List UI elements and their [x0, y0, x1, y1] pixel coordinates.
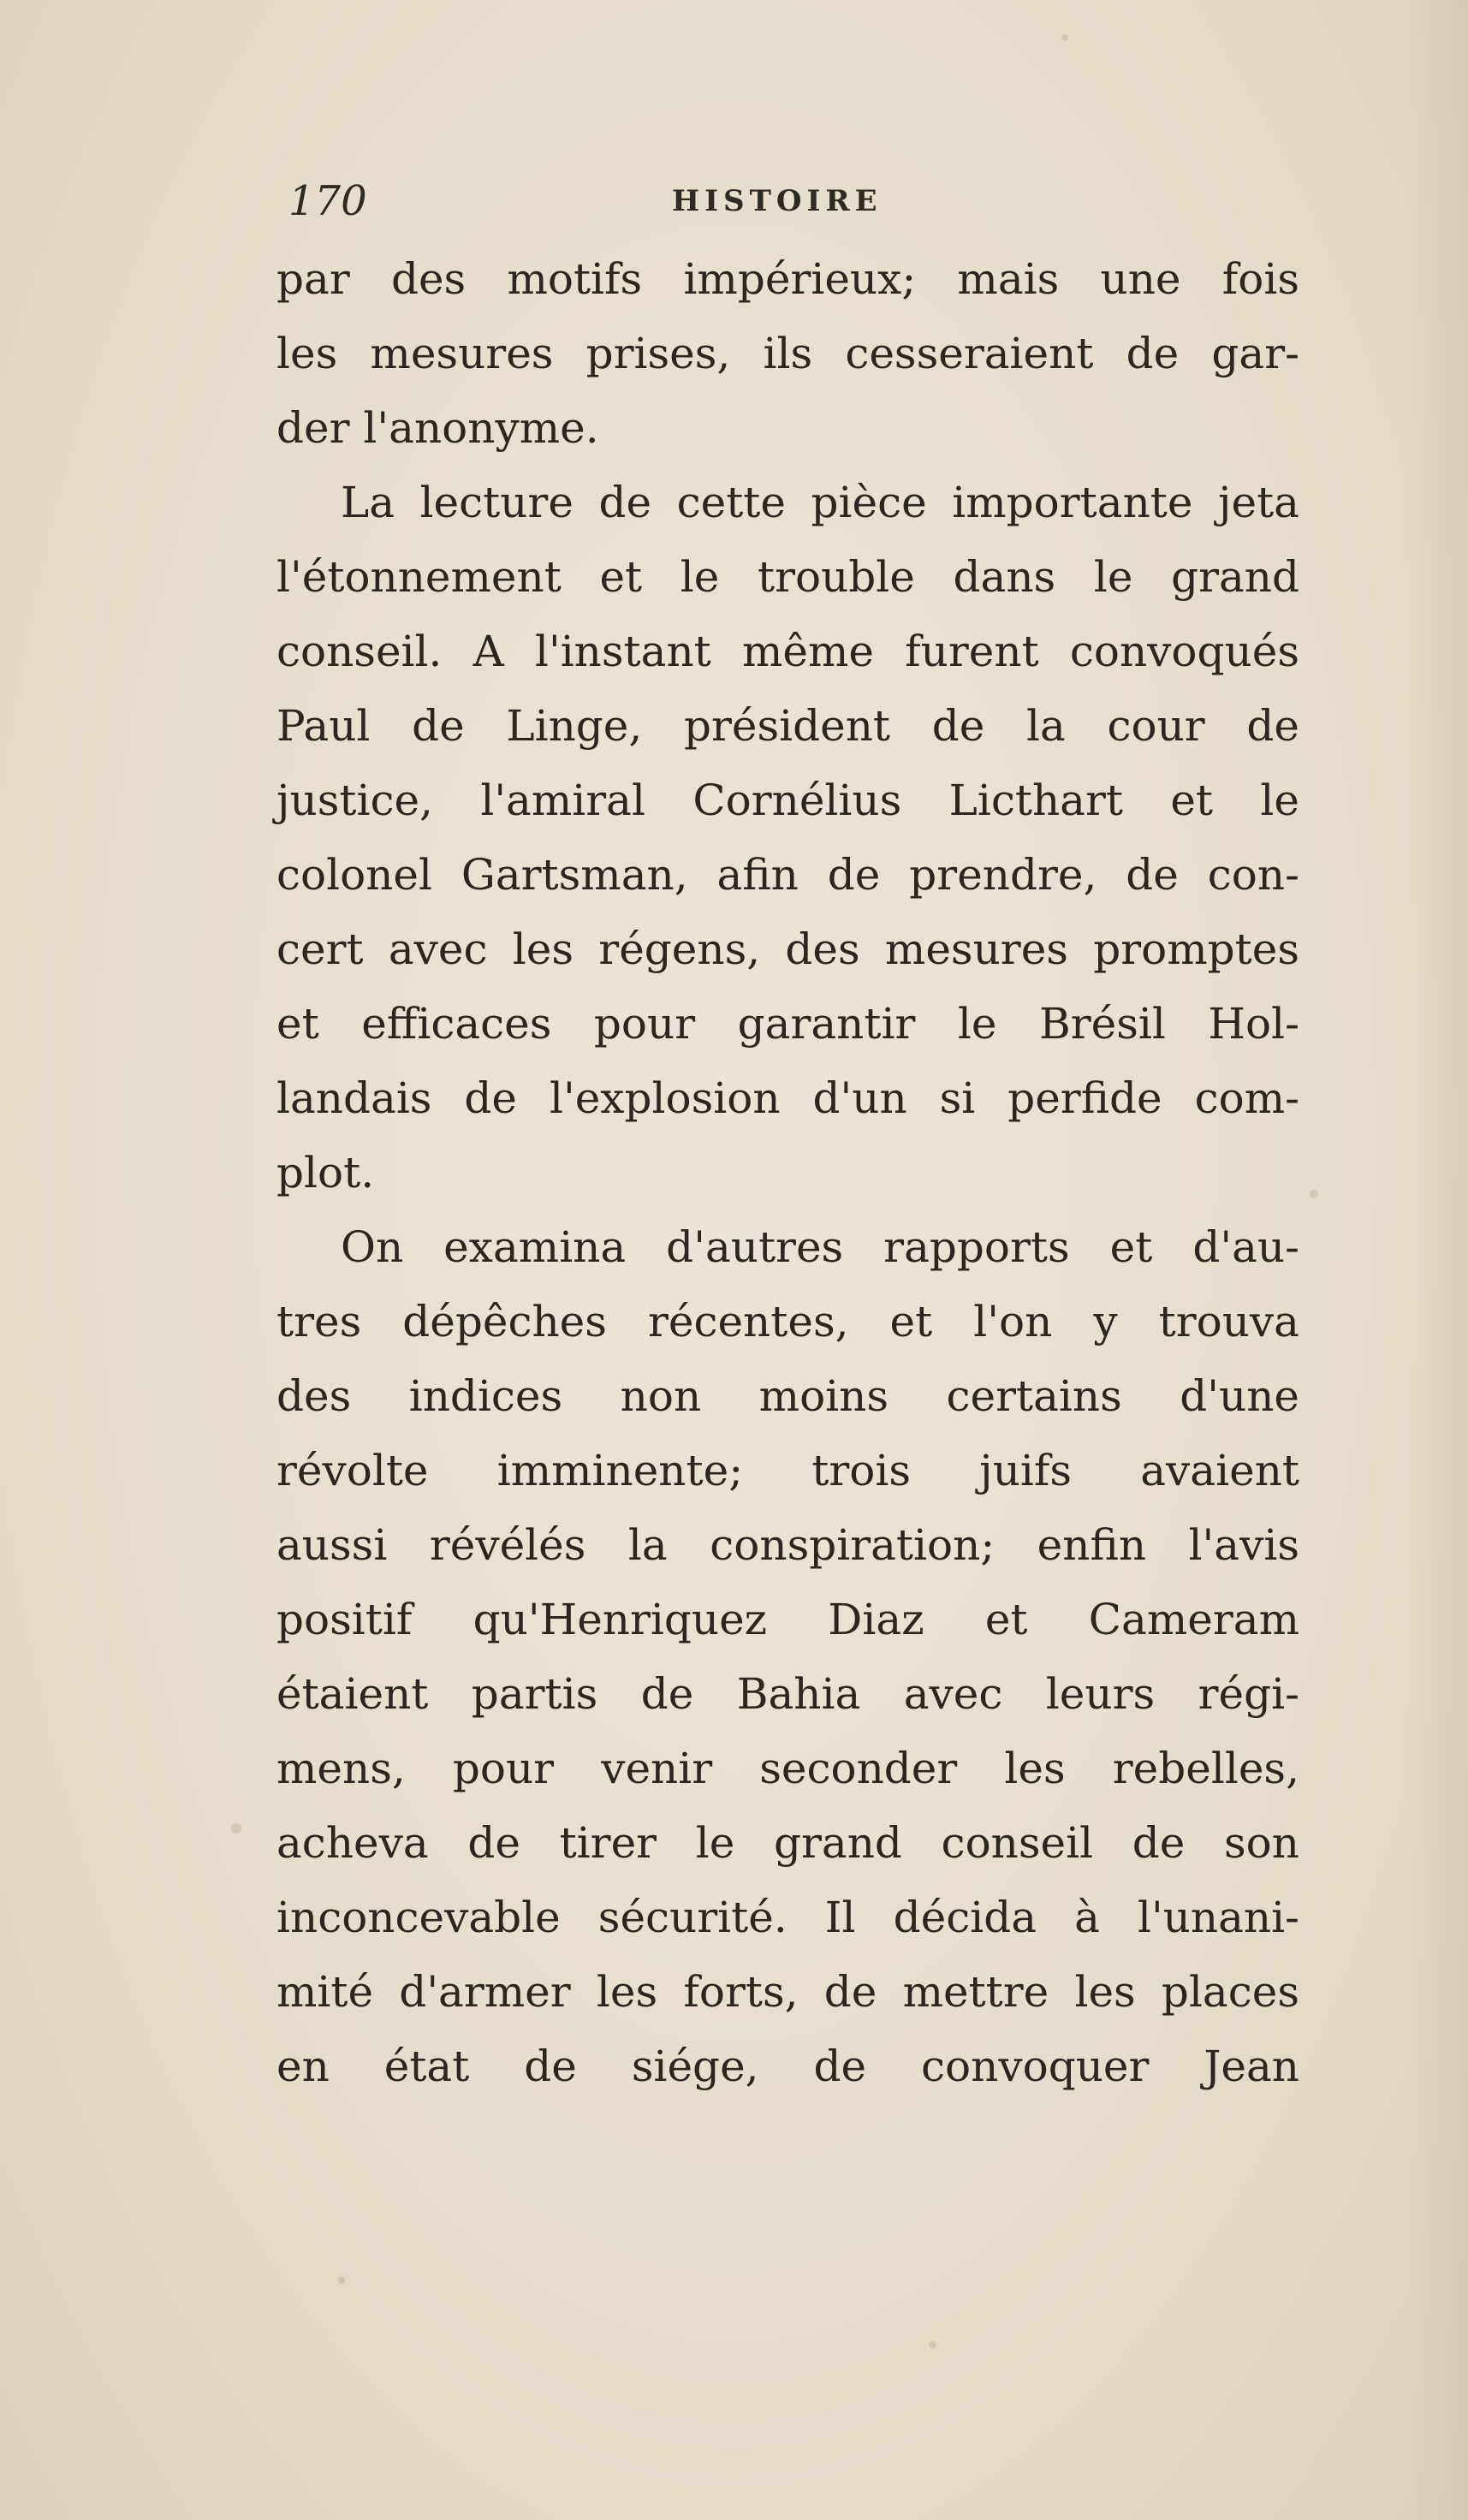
paper-spot	[1061, 34, 1068, 41]
paper-spot	[338, 2277, 345, 2284]
page-edge-shadow	[1408, 0, 1468, 2520]
text-line: révolte imminente; trois juifs avaient	[276, 1446, 1299, 1495]
paragraph-start-line: La lecture de cette pièce importante jeta	[341, 478, 1299, 527]
text-line: positif qu'Henriquez Diaz et Cameram	[276, 1595, 1299, 1644]
text-line: par des motifs impérieux; mais une fois	[276, 254, 1299, 304]
text-line: en état de siége, de convoquer Jean	[276, 2042, 1299, 2091]
text-line: étaient partis de Bahia avec leurs régi-	[276, 1669, 1299, 1719]
page-number: 170	[288, 177, 367, 225]
page-header	[278, 175, 1297, 227]
text-line: mens, pour venir seconder les rebelles,	[276, 1744, 1299, 1793]
text-line: inconcevable sécurité. Il décida à l'unani-	[276, 1893, 1299, 1942]
running-title: HISTOIRE	[672, 184, 883, 218]
text-line: et efficaces pour garantir le Brésil Hol-	[276, 999, 1299, 1049]
text-line: l'étonnement et le trouble dans le grand	[276, 552, 1299, 602]
text-line: des indices non moins certains d'une	[276, 1371, 1299, 1421]
text-line: mité d'armer les forts, de mettre les places	[276, 1967, 1299, 2017]
text-line: der l'anonyme.	[276, 403, 599, 453]
text-line: landais de l'explosion d'un si perfide com-	[276, 1073, 1299, 1123]
paper-spot	[1310, 1190, 1318, 1198]
text-line: colonel Gartsman, afin de prendre, de con-	[276, 850, 1299, 900]
text-line: Paul de Linge, président de la cour de	[276, 701, 1299, 751]
paper-spot	[231, 1823, 241, 1834]
text-line: les mesures prises, ils cesseraient de gar-	[276, 329, 1299, 378]
paper-spot	[929, 2341, 936, 2349]
text-line: plot.	[276, 1148, 375, 1198]
text-line: conseil. A l'instant même furent convoqués	[276, 627, 1299, 676]
text-line: aussi révélés la conspiration; enfin l'avis	[276, 1520, 1299, 1570]
body-text	[276, 242, 1299, 2104]
text-line: cert avec les régens, des mesures promptes	[276, 924, 1299, 974]
text-line: tres dépêches récentes, et l'on y trouva	[276, 1297, 1299, 1346]
paragraph-start-line: On examina d'autres rapports et d'au-	[341, 1222, 1299, 1272]
text-line: justice, l'amiral Cornélius Licthart et le	[276, 776, 1299, 825]
text-line: acheva de tirer le grand conseil de son	[276, 1818, 1299, 1868]
